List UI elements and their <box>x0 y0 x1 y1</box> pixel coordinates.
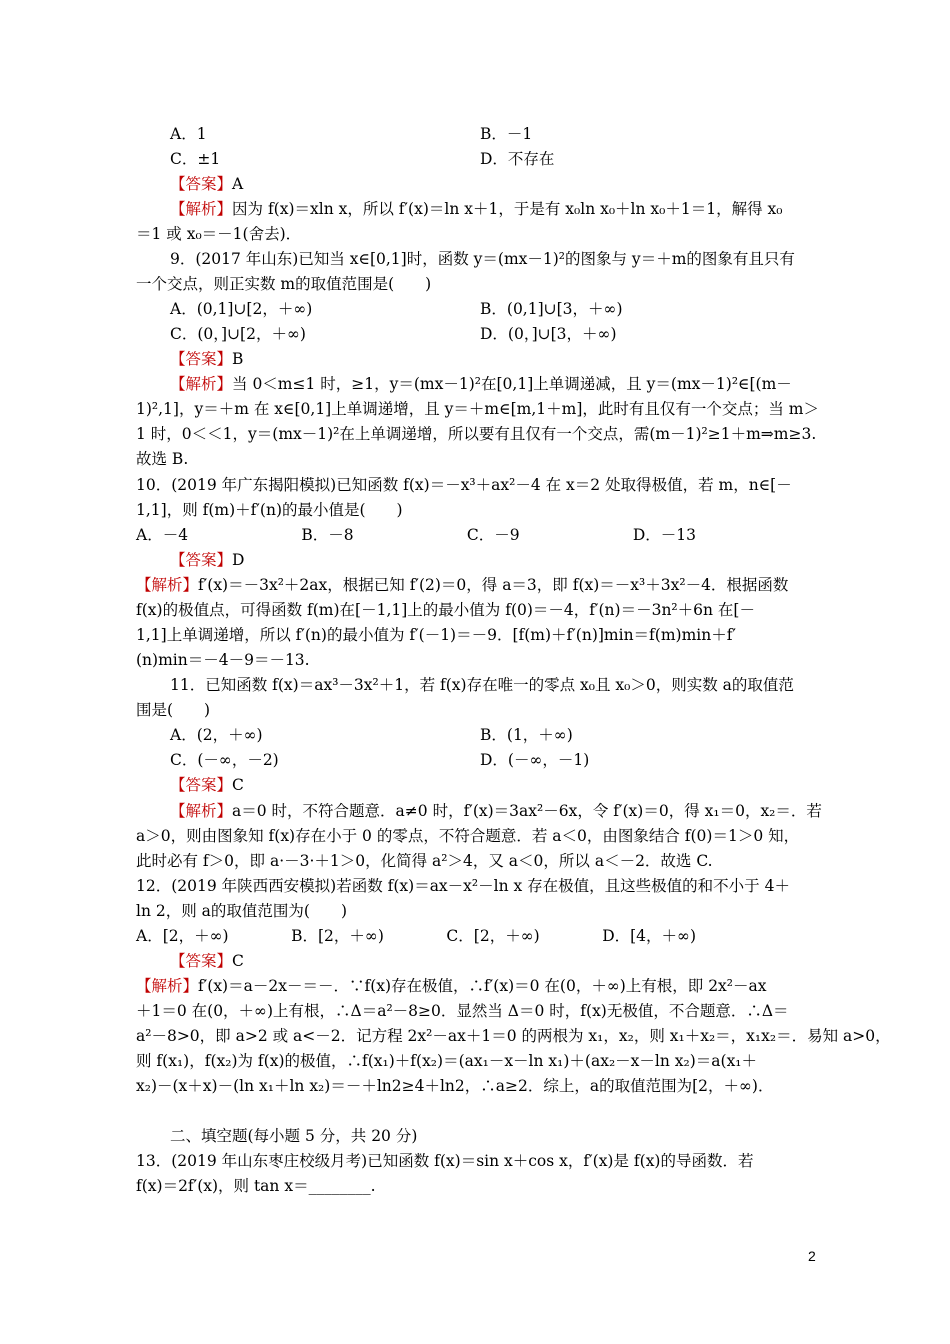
option-a: A．－4 <box>136 526 189 544</box>
line-text: ln 2，则 a的取值范围为( ) <box>136 902 347 920</box>
line-text: a²－8>0，即 a>2 或 a<－2．记方程 2x²－ax＋1＝0 的两根为 x₁，x₂，则 x₁＋x₂＝，x₁x₂＝．易知 a>0， <box>136 1027 891 1045</box>
text-line <box>136 1074 773 1098</box>
line-text: 二、填空题(每小题 5 分，共 20 分) <box>170 1127 418 1145</box>
section-tag: 【解析】 <box>170 802 233 820</box>
text-line <box>136 523 696 547</box>
option-d: D．－13 <box>632 526 696 544</box>
line-text: 此时必有 f＞0，即 a·－3·＋1＞0，化简得 a²＞4，又 a＜0，所以 a＜－2．故选 C. <box>136 852 713 870</box>
option-c: C．－9 <box>466 526 520 544</box>
text-line <box>170 122 533 146</box>
line-text: a＝0 时，不符合题意．a≠0 时，f′(x)＝3ax²－6x，令 f′(x)＝0，得 x₁＝0，x₂＝．若 <box>232 802 822 820</box>
section-tag: 【答案】 <box>170 175 233 193</box>
option-c: C．[2，＋∞) <box>446 927 540 945</box>
text-line <box>136 422 816 446</box>
text-line <box>136 447 188 471</box>
text-line <box>170 147 555 171</box>
line-text: 故选 B. <box>136 450 189 468</box>
section-tag: 【解析】 <box>136 576 199 594</box>
option-right: B．(1，＋∞) <box>480 726 573 744</box>
option-a: A．[2，＋∞) <box>136 927 229 945</box>
text-line <box>136 397 819 421</box>
line-text: ＋1＝0 在(0，＋∞)上有根，∴Δ＝a²－8≥0．显然当 Δ＝0 时，f(x)无极值，不合题意．∴Δ＝ <box>136 1002 789 1020</box>
line-text: f(x)的极值点，可得函数 f(m)在[－1,1]上的最小值为 f(0)＝－4，f′(n)＝－3n²＋6n 在[－ <box>136 601 755 619</box>
option-right: D．(0，]∪[3，＋∞) <box>480 325 617 343</box>
text-line <box>136 849 713 873</box>
text-line <box>136 222 301 246</box>
text-line <box>170 247 795 271</box>
text-line <box>136 1174 376 1198</box>
text-line <box>136 824 799 848</box>
line-text: 围是( ) <box>136 701 211 719</box>
text-line <box>136 899 347 923</box>
line-text: f(x)＝2f′(x)，则 tan x＝________. <box>136 1177 376 1195</box>
section-tag: 【答案】 <box>170 952 233 970</box>
line-text: f′(x)＝a－2x－＝－．∵f(x)存在极值，∴f′(x)＝0 在(0，＋∞)上有根，即 2x²－ax <box>198 977 767 995</box>
section-tag: 【答案】 <box>170 551 233 569</box>
text-line <box>136 473 792 497</box>
option-b: B．－8 <box>301 526 354 544</box>
line-text: C <box>232 952 244 970</box>
text-line <box>136 874 790 898</box>
line-text: x₂)－(x＋x)－(ln x₁＋ln x₂)＝－＋ln2≥4＋ln2，∴a≥2．综上，a的取值范围为[2，＋∞)． <box>136 1077 774 1095</box>
text-line <box>170 372 792 396</box>
text-line <box>170 197 783 221</box>
text-line <box>136 598 755 622</box>
text-line <box>170 723 573 747</box>
option-left: C．±1 <box>170 150 221 168</box>
line-text: 当 0＜m≤1 时，≥1，y＝(mx－1)²在[0,1]上单调递减，且 y＝(mx－1)²∈[(m－ <box>232 375 792 393</box>
option-d: D．[4，＋∞) <box>602 927 696 945</box>
text-line <box>136 498 403 522</box>
text-line <box>170 673 794 697</box>
line-text: 1,1]上单调递增，所以 f′(n)的最小值为 f′(－1)＝－9．[f(m)＋f′(n)]min＝f(m)min＋f′ <box>136 626 736 644</box>
option-right: D．(－∞，－1) <box>480 751 590 769</box>
text-line <box>136 924 696 948</box>
line-text: ＝1 或 x₀＝－1(舍去)． <box>136 225 302 243</box>
option-right: B．(0,1]∪[3，＋∞) <box>480 300 623 318</box>
option-left: A．(2，＋∞) <box>170 726 263 744</box>
line-text: 9．(2017 年山东)已知当 x∈[0,1]时，函数 y＝(mx－1)²的图象与 y＝＋m的图象有且只有 <box>170 250 795 268</box>
line-text: 1,1]，则 f(m)＋f′(n)的最小值是( ) <box>136 501 403 519</box>
section-tag: 【答案】 <box>170 776 233 794</box>
text-line <box>136 999 789 1023</box>
line-text: 10．(2019 年广东揭阳模拟)已知函数 f(x)＝－x³＋ax²－4 在 x＝2 处取得极值，若 m，n∈[－ <box>136 476 792 494</box>
text-line <box>136 623 736 647</box>
option-right: B．－1 <box>480 125 533 143</box>
line-text: 则 f(x₁)，f(x₂)为 f(x)的极值，∴f(x₁)＋f(x₂)＝(ax₁－x－ln x₁)＋(ax₂－x－ln x₂)＝a(x₁＋ <box>136 1052 758 1070</box>
line-text: C <box>232 776 244 794</box>
section-tag: 【解析】 <box>170 200 233 218</box>
line-text: 12．(2019 年陕西西安模拟)若函数 f(x)＝ax－x²－ln x 存在极值，且这些极值的和不小于 4＋ <box>136 877 790 895</box>
option-left: A．(0,1]∪[2，＋∞) <box>170 300 313 318</box>
option-left: A．1 <box>170 125 207 143</box>
line-text: A <box>232 175 244 193</box>
text-line <box>136 1149 753 1173</box>
option-left: C．(－∞，－2) <box>170 751 279 769</box>
text-line <box>170 297 623 321</box>
text-line <box>136 573 788 597</box>
option-left: C．(0，]∪[2，＋∞) <box>170 325 306 343</box>
text-line <box>136 1049 757 1073</box>
text-line <box>136 698 210 722</box>
text-line <box>170 172 243 196</box>
text-line <box>170 347 243 371</box>
line-text: B <box>232 350 244 368</box>
text-line <box>170 548 244 572</box>
text-line <box>170 1124 417 1148</box>
text-line <box>170 322 617 346</box>
page-number: 2 <box>808 1248 816 1264</box>
line-text: 1 时，0＜＜1，y＝(mx－1)²在上单调递增，所以要有且仅有一个交点，需(m－1)²≥1＋m⇒m≥3. <box>136 425 817 443</box>
line-text: a＞0，则由图象知 f(x)存在小于 0 的零点，不符合题意．若 a＜0，由图象结合 f(0)＝1＞0 知， <box>136 827 800 845</box>
text-line <box>170 949 244 973</box>
line-text: 13．(2019 年山东枣庄校级月考)已知函数 f(x)＝sin x＋cos x，f′(x)是 f(x)的导函数．若 <box>136 1152 754 1170</box>
line-text: (n)min＝－4－9＝－13. <box>136 651 310 669</box>
section-tag: 【解析】 <box>170 375 233 393</box>
text-line <box>136 648 310 672</box>
text-line <box>136 272 431 296</box>
section-tag: 【答案】 <box>170 350 233 368</box>
line-text: 一个交点，则正实数 m的取值范围是( ) <box>136 275 432 293</box>
line-text: f′(x)＝－3x²＋2ax，根据已知 f′(2)＝0，得 a＝3，即 f(x)＝－x³＋3x²－4．根据函数 <box>198 576 789 594</box>
section-tag: 【解析】 <box>136 977 199 995</box>
line-text: 因为 f(x)＝xln x，所以 f′(x)＝ln x＋1，于是有 x₀ln x₀＋ln x₀＋1＝1，解得 x₀ <box>232 200 783 218</box>
option-b: B．[2，＋∞) <box>291 927 384 945</box>
line-text: 1)²,1]，y＝＋m 在 x∈[0,1]上单调递增，且 y＝＋m∈[m,1＋m]，此时有且仅有一个交点；当 m＞ <box>136 400 819 418</box>
line-text: D <box>232 551 245 569</box>
text-line <box>136 974 767 998</box>
text-line <box>170 773 244 797</box>
text-line <box>136 1024 891 1048</box>
line-text: 11．已知函数 f(x)＝ax³－3x²＋1，若 f(x)存在唯一的零点 x₀且 x₀＞0，则实数 a的取值范 <box>170 676 794 694</box>
option-right: D．不存在 <box>480 150 555 168</box>
text-line <box>170 748 590 772</box>
text-line <box>170 799 822 823</box>
